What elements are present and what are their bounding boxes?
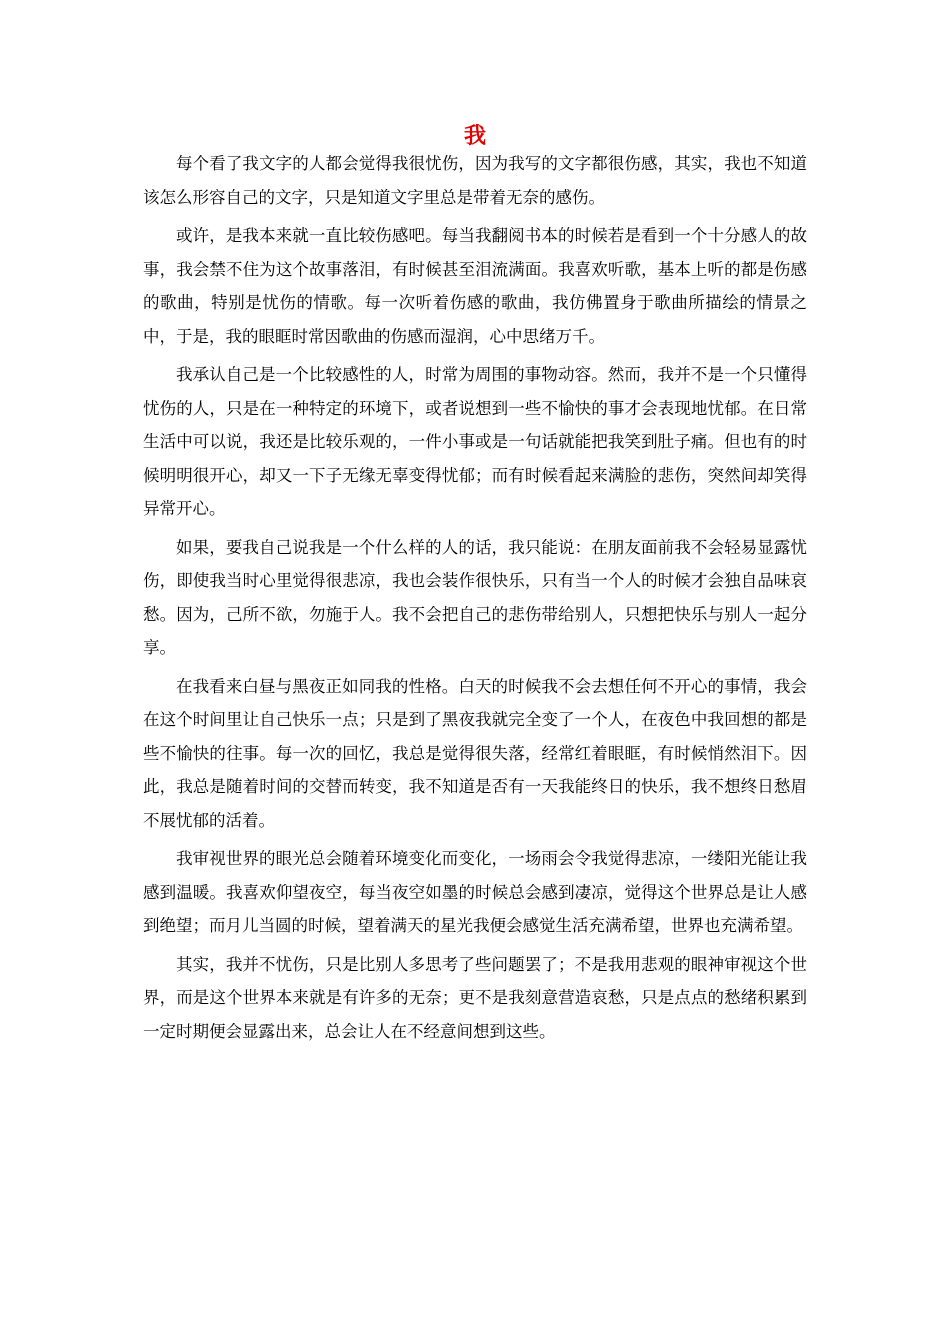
paragraph-7: 其实，我并不忧伤，只是比别人多思考了些问题罢了；不是我用悲观的眼神审视这个世界，而是这个世界本来就是有许多的无奈；更不是我刻意营造哀愁，只是点点的愁绪积累到一定时期便会显露出来，总会让人在不经意间想到这些。	[143, 954, 807, 1041]
paragraph-6: 我审视世界的眼光总会随着环境变化而变化，一场雨会令我觉得悲凉，一缕阳光能让我感到温暖。我喜欢仰望夜空，每当夜空如墨的时候总会感到凄凉，觉得这个世界总是让人感到绝望；而月儿当圆的时候，望着满天的星光我便会感觉生活充满希望，世界也充满希望。	[143, 849, 807, 935]
document-body	[143, 147, 807, 1053]
paragraph-1: 每个看了我文字的人都会觉得我很忧伤，因为我写的文字都很伤感，其实，我也不知道该怎么形容自己的文字，只是知道文字里总是带着无奈的感伤。	[143, 154, 807, 207]
document-title: 我	[463, 123, 486, 149]
paragraph-3: 我承认自己是一个比较感性的人，时常为周围的事物动容。然而，我并不是一个只懂得忧伤的人，只是在一种特定的环境下，或者说想到一些不愉快的事才会表现地忧郁。在日常生活中可以说，我还是比较乐观的，一件小事或是一句话就能把我笑到肚子痛。但也有的时候明明很开心，却又一下子无缘无辜变得忧郁；而有时候看起来满脸的悲伤，突然间却笑得异常开心。	[143, 365, 807, 518]
paragraph-2: 或许，是我本来就一直比较伤感吧。每当我翻阅书本的时候若是看到一个十分感人的故事，我会禁不住为这个故事落泪，有时候甚至泪流满面。我喜欢听歌，基本上听的都是伤感的歌曲，特别是忧伤的情歌。每一次听着伤感的歌曲，我仿佛置身于歌曲所描绘的情景之中，于是，我的眼眶时常因歌曲的伤感而湿润，心中思绪万千。	[143, 226, 807, 346]
paragraph-4: 如果，要我自己说我是一个什么样的人的话，我只能说：在朋友面前我不会轻易显露忧伤，即使我当时心里觉得很悲凉，我也会装作很快乐，只有当一个人的时候才会独自品味哀愁。因为，己所不欲，勿施于人。我不会把自己的悲伤带给别人，只想把快乐与别人一起分享。	[143, 537, 807, 657]
paragraph-5: 在我看来白昼与黑夜正如同我的性格。白天的时候我不会去想任何不开心的事情，我会在这个时间里让自己快乐一点；只是到了黑夜我就完全变了一个人，在夜色中我回想的都是些不愉快的往事。每一次的回忆，我总是觉得很失落，经常红着眼眶，有时候悄然泪下。因此，我总是随着时间的交替而转变，我不知道是否有一天我能终日的快乐，我不想终日愁眉不展忧郁的活着。	[143, 676, 807, 830]
